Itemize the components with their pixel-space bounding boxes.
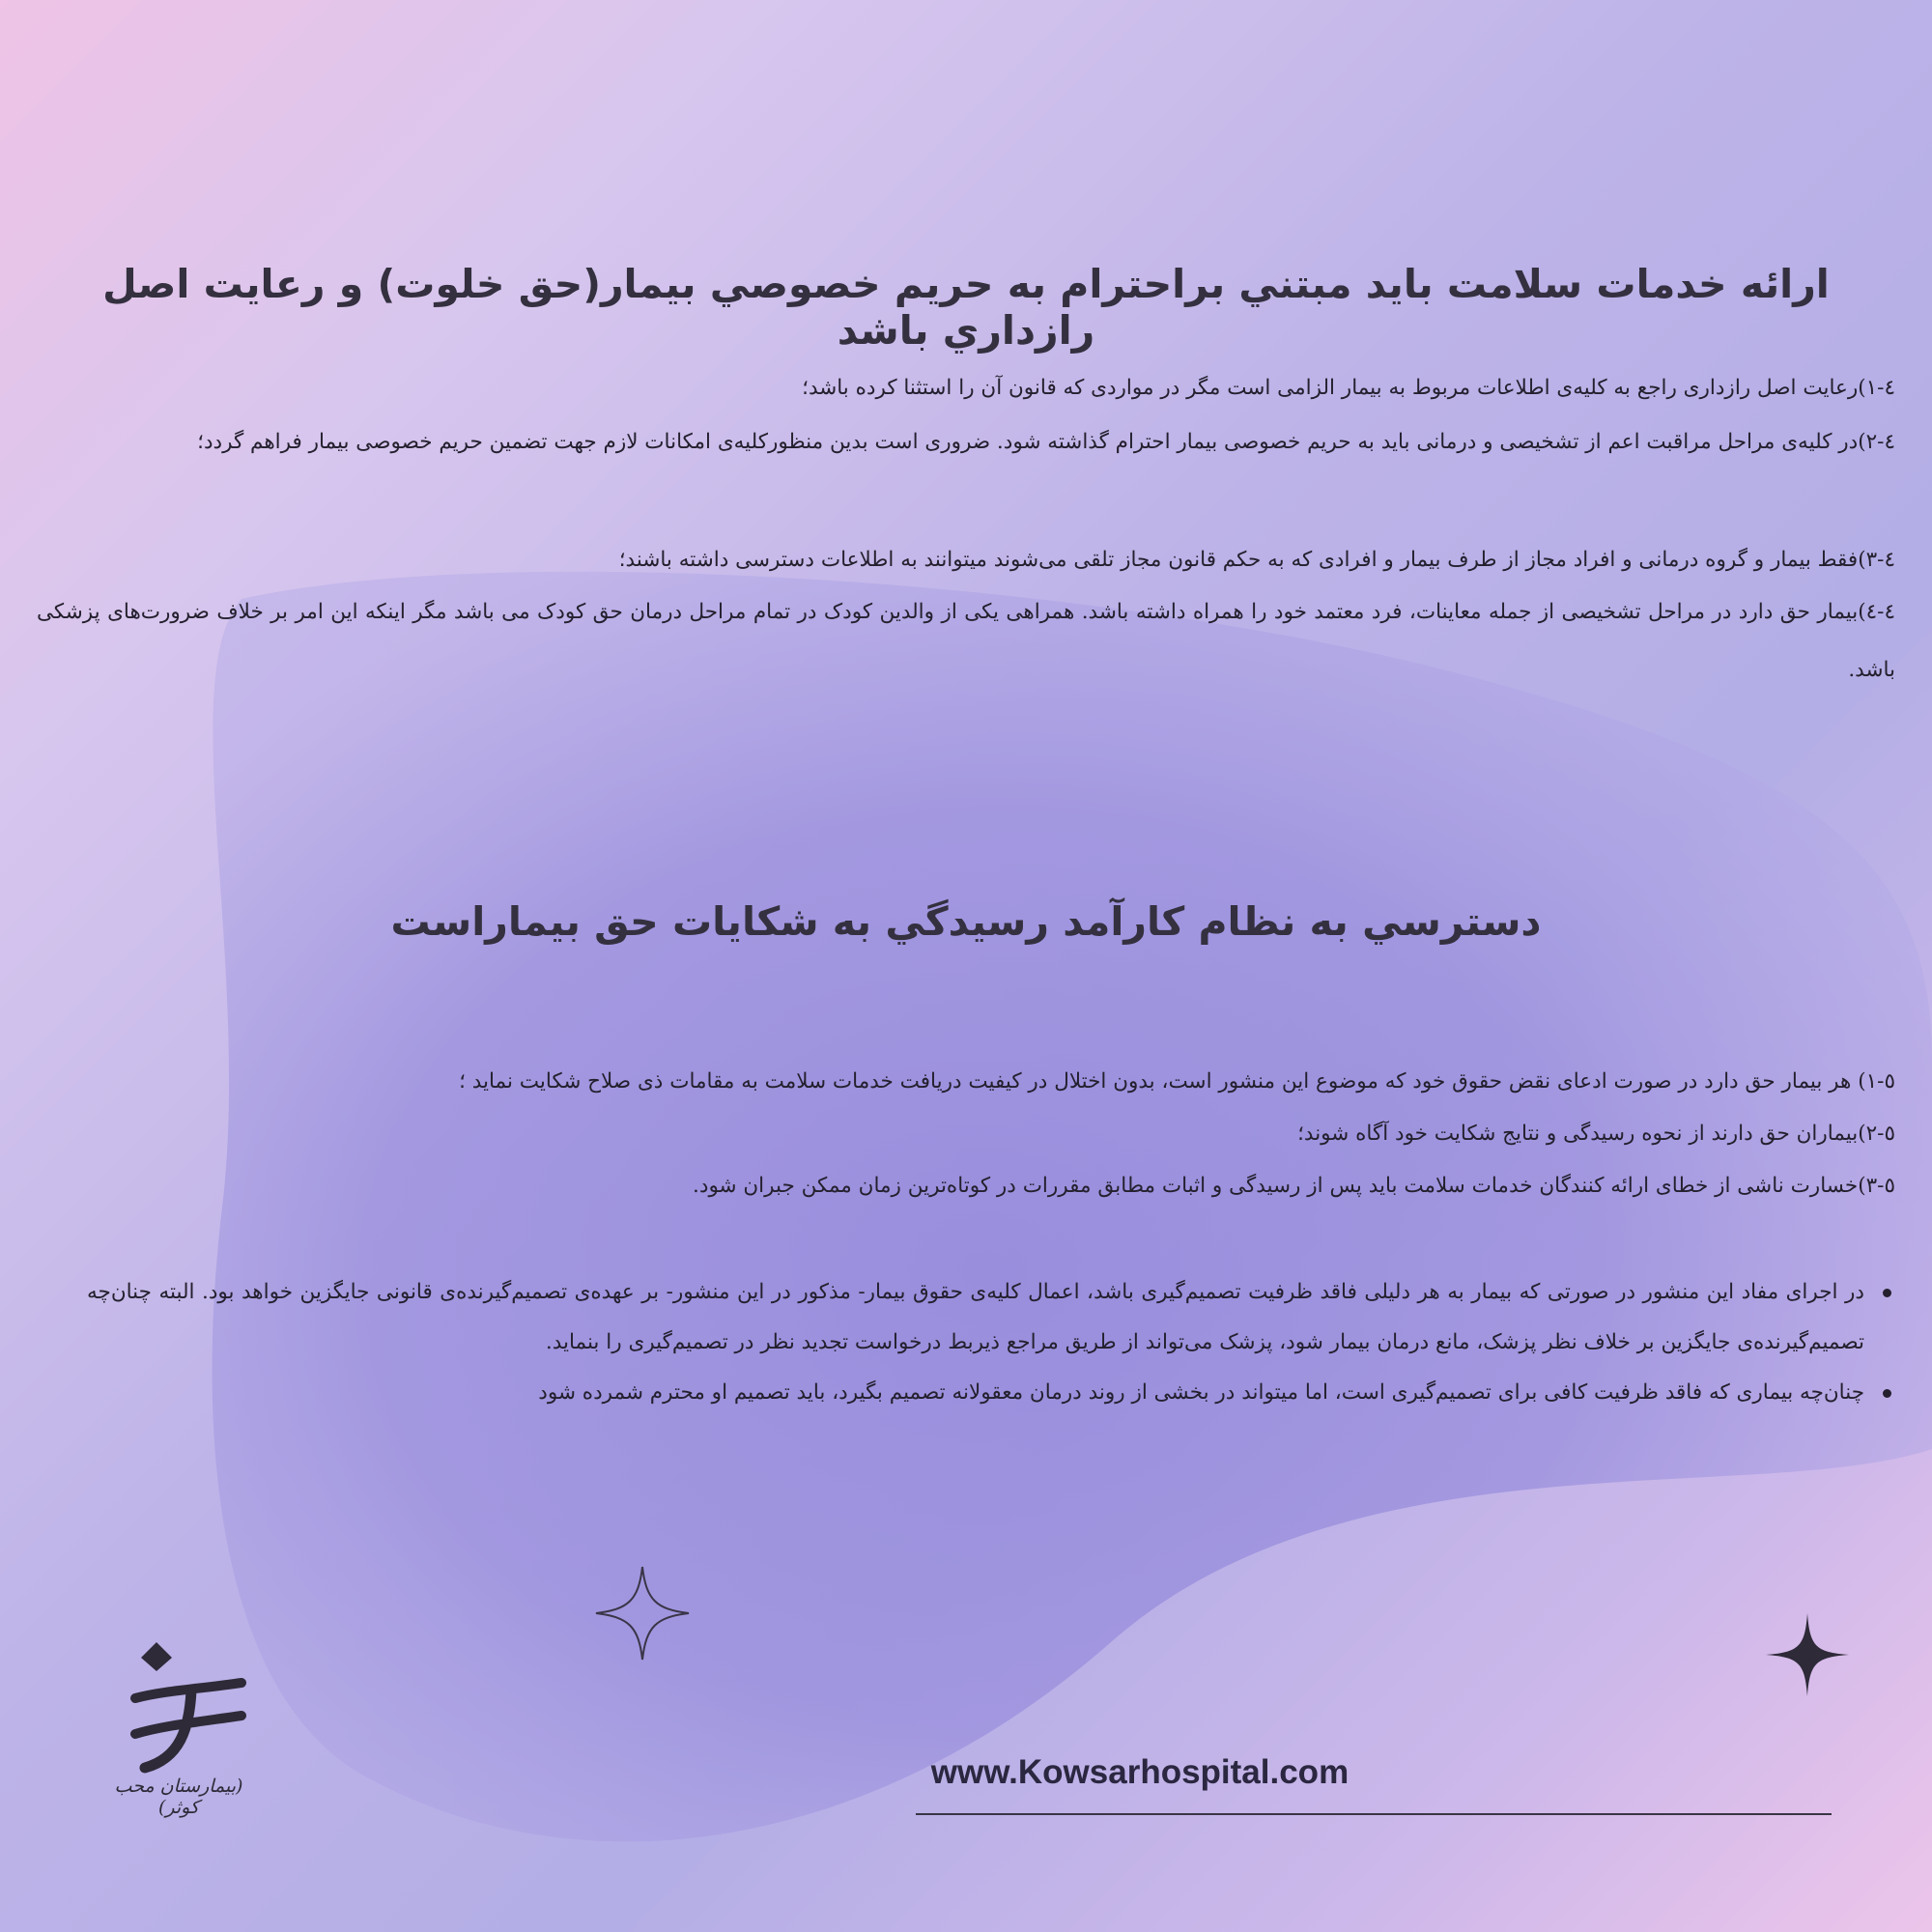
complaint-item-2: ٥-٢)بیماران حق دارند از نحوه رسیدگی و نتایج شکایت خود آگاه شوند؛ xyxy=(1297,1122,1895,1146)
website-url[interactable]: www.Kowsarhospital.com xyxy=(930,1753,1350,1791)
bullet-list xyxy=(87,1267,1895,1418)
section-heading-privacy: ارائه خدمات سلامت بايد مبتني براحترام به حريم خصوصي بيمار(حق خلوت) و رعايت اصل رازداري باشد xyxy=(102,261,1830,354)
sparkle-outline-icon xyxy=(594,1565,691,1662)
bullet-item-2: چنان‌چه بیماری که فاقد ظرفیت کافی برای تصمیم‌گیری است، اما میتواند در بخشی از روند درمان معقولانه تصمیم بگیرد، باید تصمیم او محترم شمرده شود xyxy=(87,1368,1895,1418)
complaint-item-3: ٥-٣)خسارت ناشی از خطای ارائه کنندگان خدمات سلامت باید پس از رسیدگی و اثبات مطابق مقررات در کوتاه‌ترین زمان ممکن جبران شود. xyxy=(693,1174,1895,1198)
privacy-item-4: ٤-٤)بیمار حق دارد در مراحل تشخیصی از جمله معاینات، فرد معتمد خود را همراه داشته باشد. همراهی یکی از والدین کودک در تمام مراحل درمان حق کودک می باشد مگر اینکه این امر بر خلاف ضرورت‌های پزشکی باشد. xyxy=(37,600,1895,682)
logo-caption: (بیمارستان محب کوثر) xyxy=(114,1776,243,1818)
privacy-item-3: ٤-٣)فقط بیمار و گروه درمانی و افراد مجاز از طرف بیمار و افرادی که به حکم قانون مجاز تلقی می‌شوند میتوانند به اطلاعات دسترسی داشته باشند؛ xyxy=(618,548,1895,572)
footer-divider xyxy=(916,1813,1832,1815)
privacy-item-2: ٤-٢)در کلیه‌ی مراحل مراقبت اعم از تشخیصی و درمانی باید به حریم خصوصی بیمار احترام گذاشته شود. ضروری است بدین منظورکلیه‌ی امکانات لازم جهت تضمین حریم خصوصی بیمار فراهم گردد؛ xyxy=(197,430,1895,454)
bullet-item-1: در اجرای مفاد این منشور در صورتی که بیمار به هر دلیلی فاقد ظرفیت تصمیم‌گیری باشد، اعمال کلیه‌ی حقوق بیمار- مذکور در این منشور- بر عهده‌ی تصمیم‌گیرنده‌ی قانونی جایگزین خواهد بود. البته چنان‌چه تصمیم‌گیرنده‌ی جایگزین بر خلاف نظر پزشک، مانع درمان بیمار شود، پزشک می‌تواند از طریق مراجع ذیربط درخواست تجدید نظر در تصمیم‌گیری را بنماید. xyxy=(87,1267,1895,1368)
privacy-item-1: ٤-١)رعایت اصل رازداری راجع به کلیه‌ی اطلاعات مربوط به بیمار الزامی است مگر در مواردی که قانون آن را استثنا کرده باشد؛ xyxy=(802,376,1895,400)
section-heading-complaints: دسترسي به نظام كارآمد رسيدگي به شكايات حق بيماراست xyxy=(390,898,1542,945)
complaint-item-1: ٥-١) هر بیمار حق دارد در صورت ادعای نقض حقوق خود که موضوع این منشور است، بدون اختلال در کیفیت دریافت خدمات سلامت به مقامات ذی صلاح شکایت نماید ؛ xyxy=(459,1069,1895,1094)
sparkle-filled-icon xyxy=(1766,1613,1849,1696)
